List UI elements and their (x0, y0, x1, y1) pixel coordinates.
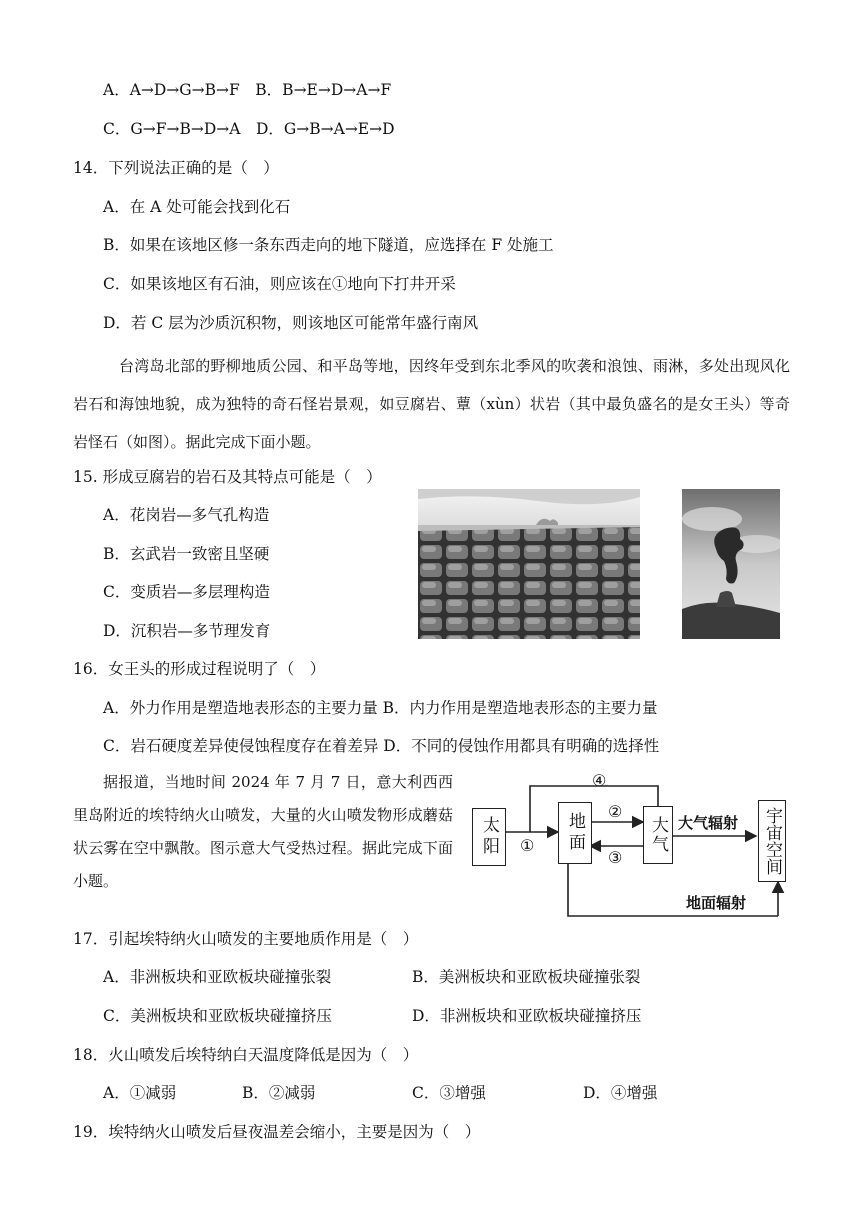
space-label: 宇宙空间 (762, 807, 782, 875)
q16-options-ab: A．外力作用是塑造地表形态的主要力量 B．内力作用是塑造地表形态的主要力量 (103, 699, 658, 717)
label-2: ② (608, 802, 623, 821)
q14-option-a: A．在 A 处可能会找到化石 (103, 198, 291, 216)
q18-option-d: D．④增强 (583, 1084, 658, 1102)
q15-option-b: B．玄武岩一致密且坚硬 (103, 545, 270, 563)
q16-stem: 16．女王头的形成过程说明了（ ） (73, 660, 326, 678)
queens-head-photo (682, 489, 780, 639)
tofu-rock-photo (418, 489, 640, 639)
sun-label: 太阳 (479, 816, 499, 858)
q18-option-b: B．②减弱 (242, 1084, 316, 1102)
ground-label: 地面 (565, 812, 585, 854)
ground-box (558, 802, 592, 864)
space-box (758, 800, 786, 882)
q13-options-ab: A．A→D→G→B→F B．B→E→D→A→F (103, 81, 392, 99)
atmospheric-radiation-label: 大气辐射 (678, 814, 739, 832)
q18-stem: 18．火山喷发后埃特纳白天温度降低是因为（ ） (73, 1046, 419, 1064)
q18-option-c: C．③增强 (412, 1084, 486, 1102)
q13-options-cd: C．G→F→B→D→A D．G→B→A→E→D (103, 120, 395, 138)
q17-stem: 17．引起埃特纳火山喷发的主要地质作用是（ ） (73, 930, 419, 948)
passage-yehliu: 台湾岛北部的野柳地质公园、和平岛等地，因终年受到东北季风的吹袭和浪蚀、雨淋，多处出现风化岩石和海蚀地貌，成为独特的奇石怪岩景观，如豆腐岩、蕈（xùn）状岩（其中最负盛名的是女王头）等奇岩怪石（如图）。据此完成下面小题。 (73, 357, 790, 451)
ground-radiation-label: 地面辐射 (686, 894, 747, 912)
q17-option-b: B．美洲板块和亚欧板块碰撞张裂 (412, 968, 641, 986)
q15-option-a: A．花岗岩—多气孔构造 (103, 506, 270, 524)
q14-option-b: B．如果在该地区修一条东西走向的地下隧道，应选择在 F 处施工 (103, 236, 554, 254)
atmosphere-box (643, 806, 673, 864)
q17-option-c: C．美洲板块和亚欧板块碰撞挤压 (103, 1007, 332, 1025)
q15-stem: 15. 形成豆腐岩的岩石及其特点可能是（ ） (73, 468, 382, 486)
q19-stem: 19．埃特纳火山喷发后昼夜温差会缩小，主要是因为（ ） (73, 1123, 481, 1141)
q16-options-cd: C．岩石硬度差异使侵蚀程度存在着差异 D．不同的侵蚀作用都具有明确的选择性 (103, 737, 660, 755)
atmosphere-label: 大气 (648, 816, 668, 854)
q14-option-c: C．如果该地区有石油，则应该在①地向下打井开采 (103, 275, 456, 293)
q14-option-d: D．若 C 层为沙质沉积物，则该地区可能常年盛行南风 (103, 314, 479, 332)
q14-stem: 14．下列说法正确的是（ ） (73, 159, 279, 177)
q17-option-a: A．非洲板块和亚欧板块碰撞张裂 (103, 968, 332, 986)
atmosphere-heating-diagram (460, 770, 790, 920)
label-1: ① (520, 836, 535, 855)
q15-option-c: C．变质岩—多层理构造 (103, 583, 270, 601)
passage-etna: 据报道，当地时间 2024 年 7 月 7 日，意大利西西里岛附近的埃特纳火山喷发，大量的火山喷发物形成蘑菇状云雾在空中飘散。图示意大气受热过程。据此完成下面小题。 (73, 773, 453, 890)
q17-option-d: D．非洲板块和亚欧板块碰撞挤压 (412, 1007, 642, 1025)
q18-option-a: A．①减弱 (103, 1084, 177, 1102)
label-4: ④ (592, 771, 607, 790)
label-3: ③ (608, 848, 623, 867)
sun-box (472, 808, 506, 866)
q15-option-d: D．沉积岩—多节理发育 (103, 622, 271, 640)
